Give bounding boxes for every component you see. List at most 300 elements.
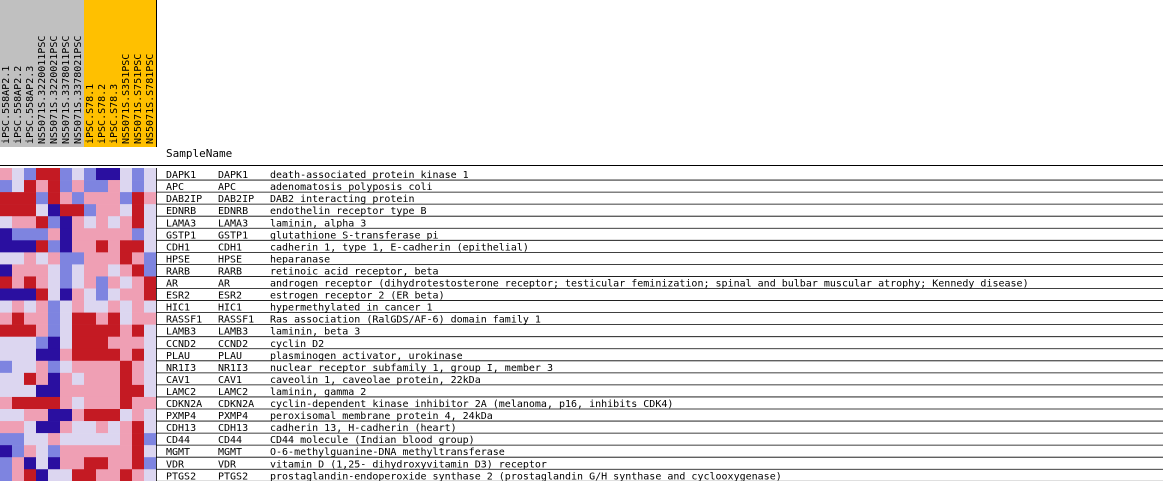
heatmap-cell <box>96 325 108 337</box>
row-gene: CDH13 <box>218 423 249 435</box>
heatmap-cell <box>144 289 156 301</box>
heatmap-cell <box>12 421 24 433</box>
heatmap-cell <box>84 409 96 421</box>
heatmap-cell <box>24 349 36 361</box>
heatmap-cell <box>144 313 156 325</box>
heatmap-cell <box>132 216 144 228</box>
heatmap-cell <box>96 240 108 252</box>
heatmap-cell <box>108 289 120 301</box>
heatmap-cell <box>132 228 144 240</box>
heatmap-cell <box>48 240 60 252</box>
heatmap-cell <box>24 457 36 469</box>
heatmap-cell <box>144 469 156 481</box>
row-symbol: LAMC2 <box>166 386 197 398</box>
heatmap-cell <box>48 421 60 433</box>
heatmap-cell <box>0 397 12 409</box>
heatmap-cell <box>12 204 24 216</box>
row-symbol: CDH1 <box>166 242 191 254</box>
row-symbol: CD44 <box>166 435 191 447</box>
heatmap-cell <box>60 216 72 228</box>
heatmap-cell <box>12 228 24 240</box>
heatmap-cell <box>0 301 12 313</box>
heatmap-cell <box>72 168 84 180</box>
heatmap-cell <box>84 445 96 457</box>
heatmap-cell <box>60 385 72 397</box>
heatmap-cell <box>108 168 120 180</box>
heatmap-cell <box>132 301 144 313</box>
heatmap-cell <box>120 301 132 313</box>
row-gene: RARB <box>218 266 243 278</box>
heatmap-cell <box>72 457 84 469</box>
column-label-12: NS5071S.S781PSC <box>145 53 156 144</box>
heatmap-cell <box>120 240 132 252</box>
row-gene: GSTP1 <box>218 230 249 242</box>
heatmap-cell <box>96 313 108 325</box>
row-description: heparanase <box>270 254 331 266</box>
heatmap-cell <box>60 228 72 240</box>
column-label-6: NS5071S.3378021PSC <box>73 35 84 144</box>
heatmap-cell <box>120 216 132 228</box>
heatmap-cell <box>84 397 96 409</box>
heatmap-cell <box>132 397 144 409</box>
heatmap-cell <box>120 361 132 373</box>
heatmap-cell <box>60 469 72 481</box>
heatmap-cell <box>144 264 156 276</box>
heatmap-cell <box>48 276 60 288</box>
heatmap-cell <box>120 228 132 240</box>
heatmap-cell <box>36 289 48 301</box>
heatmap-cell <box>96 445 108 457</box>
heatmap-cell <box>84 252 96 264</box>
heatmap-cell <box>24 421 36 433</box>
heatmap-cell <box>84 313 96 325</box>
heatmap-cell <box>0 313 12 325</box>
heatmap-cell <box>132 349 144 361</box>
row-description: cyclin-dependent kinase inhibitor 2A (melanoma, p16, inhibits CDK4) <box>270 399 674 410</box>
row-gene: DAB2IP <box>218 194 255 206</box>
row-gene: NR1I3 <box>218 362 249 374</box>
row-gene: LAMA3 <box>218 218 249 230</box>
heatmap-cell <box>60 313 72 325</box>
heatmap-cell <box>24 276 36 288</box>
heatmap-cell <box>72 385 84 397</box>
heatmap-cell <box>72 216 84 228</box>
heatmap-cell <box>0 276 12 288</box>
heatmap-cell <box>96 204 108 216</box>
row-description: androgen receptor (dihydrotestosterone receptor; testicular feminization; spinal and bulbar muscular atrophy; Kennedy disease) <box>270 278 1029 290</box>
heatmap-cell <box>72 180 84 192</box>
heatmap-cell <box>48 204 60 216</box>
heatmap-cell <box>24 192 36 204</box>
heatmap-cell <box>84 228 96 240</box>
heatmap-cell <box>108 397 120 409</box>
heatmap-cell <box>72 373 84 385</box>
heatmap-cell <box>24 313 36 325</box>
heatmap-cell <box>12 457 24 469</box>
heatmap-cell <box>120 409 132 421</box>
heatmap-cell <box>132 289 144 301</box>
heatmap-cell <box>48 228 60 240</box>
heatmap-cell <box>36 228 48 240</box>
heatmap-cell <box>96 168 108 180</box>
row-description: vitamin D (1,25- dihydroxyvitamin D3) receptor <box>270 459 547 471</box>
heatmap-cell <box>144 240 156 252</box>
heatmap-cell <box>60 349 72 361</box>
heatmap-cell <box>48 289 60 301</box>
heatmap-cell <box>24 168 36 180</box>
heatmap-cell <box>0 289 12 301</box>
heatmap-cell <box>36 192 48 204</box>
heatmap-cell <box>0 409 12 421</box>
heatmap-cell <box>72 349 84 361</box>
heatmap-cell <box>84 289 96 301</box>
row-description: cyclin D2 <box>270 338 325 350</box>
heatmap-cell <box>12 264 24 276</box>
heatmap-cell <box>60 457 72 469</box>
heatmap-cell <box>12 361 24 373</box>
heatmap-cell <box>36 433 48 445</box>
heatmap-cell <box>12 433 24 445</box>
heatmap-cell <box>132 180 144 192</box>
row-gene: DAPK1 <box>218 170 249 182</box>
heatmap-cell <box>108 216 120 228</box>
heatmap-cell <box>48 325 60 337</box>
heatmap-cell <box>96 252 108 264</box>
heatmap-cell <box>48 433 60 445</box>
row-description: DAB2 interacting protein <box>270 194 415 206</box>
heatmap-cell <box>12 301 24 313</box>
heatmap-cell <box>48 445 60 457</box>
heatmap-cell <box>84 385 96 397</box>
row-description: hypermethylated in cancer 1 <box>270 302 433 314</box>
heatmap-cell <box>132 409 144 421</box>
heatmap-cell <box>120 276 132 288</box>
heatmap-cell <box>132 204 144 216</box>
heatmap-cell <box>60 433 72 445</box>
heatmap-cell <box>96 433 108 445</box>
heatmap-cell <box>0 252 12 264</box>
heatmap-cell <box>60 168 72 180</box>
heatmap-cell <box>84 168 96 180</box>
heatmap-cell <box>12 445 24 457</box>
heatmap-cell <box>24 228 36 240</box>
row-symbol: GSTP1 <box>166 230 197 242</box>
column-label-2: iPSC.558AP2.3 <box>25 65 36 144</box>
heatmap-cell <box>96 457 108 469</box>
heatmap-cell <box>144 349 156 361</box>
heatmap-cell <box>132 421 144 433</box>
row-gene: MGMT <box>218 447 243 459</box>
heatmap-cell <box>24 264 36 276</box>
heatmap-cell <box>120 349 132 361</box>
heatmap-cell <box>108 373 120 385</box>
heatmap-cell <box>36 216 48 228</box>
row-symbol: CCND2 <box>166 338 197 350</box>
heatmap-cell <box>48 313 60 325</box>
heatmap-cell <box>132 252 144 264</box>
heatmap-cell <box>24 361 36 373</box>
heatmap-cell <box>120 252 132 264</box>
row-symbol: PLAU <box>166 350 191 362</box>
row-description: cadherin 1, type 1, E-cadherin (epithelial) <box>270 242 529 254</box>
heatmap-cell <box>60 192 72 204</box>
heatmap-cell <box>84 240 96 252</box>
heatmap-cell <box>144 385 156 397</box>
heatmap-cell <box>84 373 96 385</box>
heatmap-cell <box>96 409 108 421</box>
row-description: endothelin receptor type B <box>270 206 427 218</box>
row-gene: HPSE <box>218 254 243 266</box>
heatmap-cell <box>36 264 48 276</box>
heatmap-cell <box>84 301 96 313</box>
heatmap-cell <box>144 301 156 313</box>
heatmap-cell <box>0 445 12 457</box>
heatmap-cell <box>144 433 156 445</box>
heatmap-cell <box>0 180 12 192</box>
heatmap-cell <box>60 337 72 349</box>
heatmap-cell <box>144 409 156 421</box>
row-symbol: DAB2IP <box>166 194 203 206</box>
heatmap-cell <box>12 252 24 264</box>
heatmap-cell <box>48 349 60 361</box>
heatmap-cell <box>0 228 12 240</box>
heatmap-cell <box>60 252 72 264</box>
heatmap-cell <box>72 313 84 325</box>
heatmap-cell <box>24 373 36 385</box>
heatmap-cell <box>120 289 132 301</box>
heatmap-cell <box>144 337 156 349</box>
heatmap-cell <box>12 216 24 228</box>
heatmap-cell <box>108 252 120 264</box>
heatmap-cell <box>24 240 36 252</box>
heatmap-cell <box>84 421 96 433</box>
row-gene: AR <box>218 278 231 290</box>
heatmap-cell <box>84 433 96 445</box>
heatmap-cell <box>24 397 36 409</box>
heatmap-cell <box>72 228 84 240</box>
heatmap-cell <box>12 349 24 361</box>
heatmap-cell <box>144 192 156 204</box>
heatmap-cell <box>48 337 60 349</box>
heatmap-cell <box>36 325 48 337</box>
row-symbol: PTGS2 <box>166 471 197 481</box>
heatmap-cell <box>60 204 72 216</box>
heatmap-cell <box>24 433 36 445</box>
heatmap-cell <box>96 264 108 276</box>
heatmap-cell <box>132 457 144 469</box>
heatmap-cell <box>84 180 96 192</box>
heatmap-cell <box>12 313 24 325</box>
heatmap-cell <box>48 469 60 481</box>
heatmap-cell <box>48 409 60 421</box>
heatmap-cell <box>120 469 132 481</box>
heatmap-cell <box>108 264 120 276</box>
row-gene: PLAU <box>218 350 243 362</box>
heatmap-cell <box>0 469 12 481</box>
row-description: plasminogen activator, urokinase <box>270 350 463 362</box>
heatmap-cell <box>0 325 12 337</box>
heatmap-cell <box>96 337 108 349</box>
heatmap-cell <box>108 325 120 337</box>
heatmap-cell <box>60 325 72 337</box>
row-symbol: DAPK1 <box>166 170 197 182</box>
heatmap-cell <box>120 445 132 457</box>
heatmap-cell <box>12 385 24 397</box>
row-description: nuclear receptor subfamily 1, group I, member 3 <box>270 362 553 374</box>
heatmap-cell <box>96 361 108 373</box>
heatmap-cell <box>144 361 156 373</box>
heatmap-cell <box>108 276 120 288</box>
heatmap-cell <box>132 469 144 481</box>
heatmap-cell <box>108 349 120 361</box>
heatmap-cell <box>132 240 144 252</box>
heatmap-cell <box>0 385 12 397</box>
heatmap-cell <box>132 264 144 276</box>
heatmap-cell <box>132 433 144 445</box>
column-label-1: iPSC.558AP2.2 <box>13 65 24 144</box>
heatmap-cell <box>36 361 48 373</box>
heatmap-cell <box>48 180 60 192</box>
heatmap-cell <box>60 445 72 457</box>
heatmap-cell <box>96 349 108 361</box>
heatmap-cell <box>108 469 120 481</box>
heatmap-cell <box>72 421 84 433</box>
heatmap-cell <box>120 313 132 325</box>
heatmap-cell <box>108 240 120 252</box>
heatmap-cell <box>84 457 96 469</box>
heatmap-cell <box>120 180 132 192</box>
heatmap-cell <box>72 264 84 276</box>
heatmap-cell <box>108 301 120 313</box>
heatmap-cell <box>48 264 60 276</box>
heatmap-cell <box>36 385 48 397</box>
heatmap-cell <box>36 337 48 349</box>
heatmap-cell <box>36 252 48 264</box>
heatmap-cell <box>144 168 156 180</box>
heatmap-cell <box>36 276 48 288</box>
heatmap-cell <box>36 373 48 385</box>
heatmap-cell <box>84 469 96 481</box>
heatmap-cell <box>12 240 24 252</box>
heatmap-cell <box>0 240 12 252</box>
heatmap-cell <box>96 301 108 313</box>
row-gene: PXMP4 <box>218 411 249 423</box>
heatmap-cell <box>48 361 60 373</box>
heatmap-cell <box>36 204 48 216</box>
heatmap-cell <box>24 204 36 216</box>
column-label-5: NS5071S.3378011PSC <box>61 35 72 144</box>
heatmap-cell <box>24 385 36 397</box>
heatmap-cell <box>132 325 144 337</box>
heatmap-cell <box>84 325 96 337</box>
row-gene: HIC1 <box>218 302 243 314</box>
heatmap-cell <box>12 409 24 421</box>
heatmap-cell <box>24 445 36 457</box>
heatmap-cell <box>36 313 48 325</box>
row-gene: CCND2 <box>218 338 249 350</box>
heatmap-cell <box>72 325 84 337</box>
row-gene: CAV1 <box>218 374 243 386</box>
heatmap-cell <box>96 276 108 288</box>
heatmap-cell <box>108 433 120 445</box>
heatmap-cell <box>12 397 24 409</box>
row-description: laminin, alpha 3 <box>270 218 367 230</box>
heatmap-cell <box>96 228 108 240</box>
sample-name-header: SampleName <box>166 147 233 160</box>
row-description: estrogen receptor 2 (ER beta) <box>270 290 445 302</box>
heatmap-cell <box>0 361 12 373</box>
heatmap-cell <box>12 192 24 204</box>
row-description: laminin, gamma 2 <box>270 386 367 398</box>
heatmap-cell <box>144 204 156 216</box>
heatmap-cell <box>0 457 12 469</box>
heatmap-cell <box>132 276 144 288</box>
heatmap-cell <box>96 421 108 433</box>
heatmap-cell <box>24 325 36 337</box>
heatmap-cell <box>108 445 120 457</box>
heatmap-cell <box>48 457 60 469</box>
heatmap-cell <box>108 204 120 216</box>
heatmap-cell <box>72 409 84 421</box>
heatmap-cell <box>60 397 72 409</box>
heatmap-cell <box>120 325 132 337</box>
row-gene: CD44 <box>218 435 243 447</box>
heatmap-cell <box>36 421 48 433</box>
heatmap-cell <box>12 289 24 301</box>
row-gene: ESR2 <box>218 290 243 302</box>
heatmap-cell <box>108 228 120 240</box>
column-label-3: NS5071S.3220011PSC <box>37 35 48 144</box>
row-description: peroxisomal membrane protein 4, 24kDa <box>270 411 493 423</box>
heatmap-cell <box>48 373 60 385</box>
row-gene: CDH1 <box>218 242 243 254</box>
heatmap-cell <box>108 385 120 397</box>
row-gene: LAMC2 <box>218 386 249 398</box>
heatmap-cell <box>144 228 156 240</box>
heatmap-cell <box>12 276 24 288</box>
heatmap-cell <box>72 361 84 373</box>
heatmap-cell <box>132 337 144 349</box>
row-symbol: RASSF1 <box>166 314 203 326</box>
heatmap-cell <box>120 433 132 445</box>
heatmap-cell <box>144 276 156 288</box>
heatmap-cell <box>72 301 84 313</box>
row-symbol: CDH13 <box>166 423 197 435</box>
row-symbol: LAMA3 <box>166 218 197 230</box>
heatmap-cell <box>132 385 144 397</box>
heatmap-cell <box>132 192 144 204</box>
row-gene: RASSF1 <box>218 314 255 326</box>
heatmap-cell <box>48 301 60 313</box>
heatmap-cell <box>24 337 36 349</box>
heatmap-cell <box>120 204 132 216</box>
heatmap-cell <box>0 168 12 180</box>
heatmap-cell <box>132 168 144 180</box>
heatmap-cell <box>60 264 72 276</box>
heatmap-cell <box>144 445 156 457</box>
row-symbol: VDR <box>166 459 185 471</box>
heatmap-cell <box>72 252 84 264</box>
heatmap-cell <box>96 289 108 301</box>
row-description: laminin, beta 3 <box>270 326 361 338</box>
column-label-9: iPSC.S78.3 <box>109 83 120 144</box>
heatmap-cell <box>0 264 12 276</box>
column-label-8: iPSC.S78.2 <box>97 83 108 144</box>
heatmap-cell <box>60 361 72 373</box>
heatmap-cell <box>60 373 72 385</box>
row-symbol: HPSE <box>166 254 191 266</box>
heatmap-cell <box>12 337 24 349</box>
